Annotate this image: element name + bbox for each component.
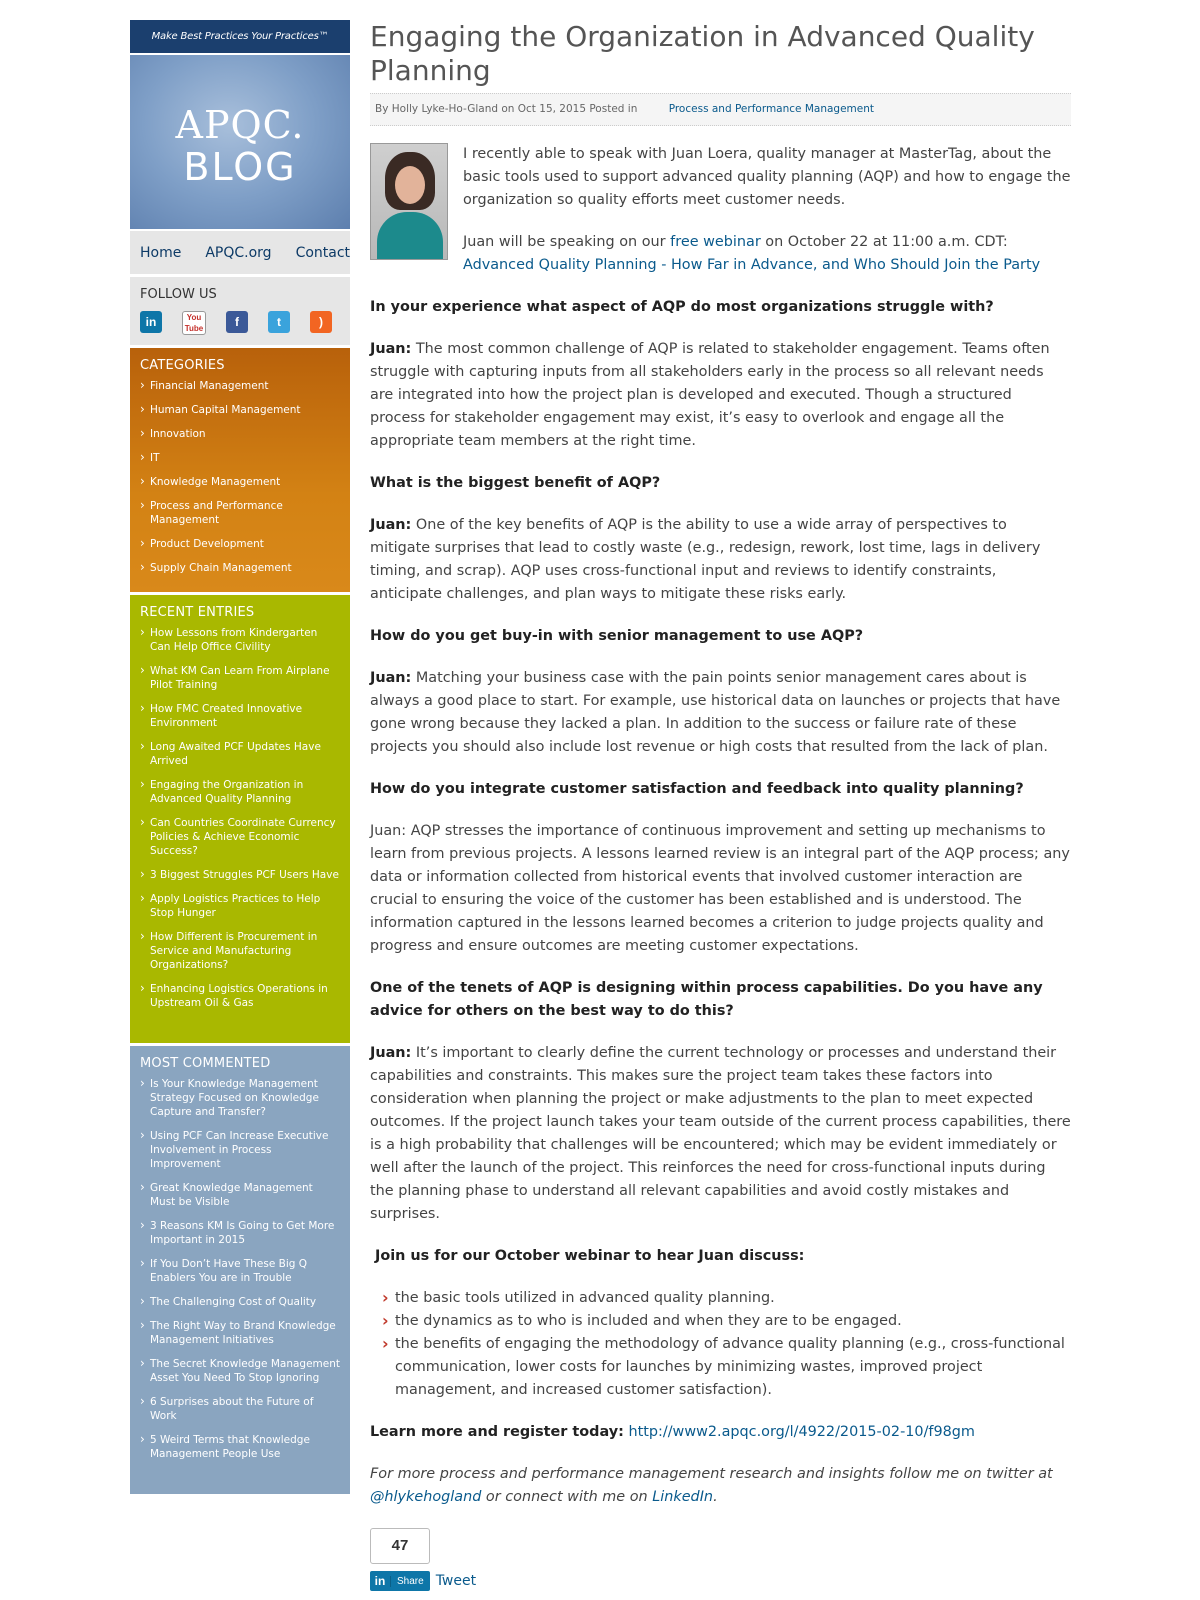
follow-us-title: FOLLOW US [140, 287, 217, 302]
register-paragraph: Learn more and register today: http://www2.apqc.org/l/4922/2015-02-10/f98gm [370, 1424, 975, 1440]
recent-entry-link[interactable]: › What KM Can Learn From Airplane Pilot Training [140, 664, 340, 692]
youtube-icon[interactable]: You Tube [182, 311, 206, 335]
webinar-invite: Join us for our October webinar to hear Juan discuss: [375, 1248, 805, 1264]
most-commented-link[interactable]: › 5 Weird Terms that Knowledge Management People Use [140, 1433, 340, 1461]
linkedin-link[interactable]: LinkedIn [652, 1489, 714, 1505]
question-4: How do you integrate customer satisfaction and feedback into quality planning? [370, 781, 1024, 797]
post-intro [370, 143, 1071, 296]
list-item: › the dynamics as to who is included and when they are to be engaged. [382, 1310, 1071, 1333]
categories-title: CATEGORIES [140, 358, 225, 373]
facebook-icon[interactable]: f [226, 311, 248, 333]
share-label: Share [390, 1576, 430, 1587]
intro-paragraph: I recently able to speak with Juan Loera, quality manager at MasterTag, about the basic tools used to support advanced quality planning (AQP) and how to engage the organization so quality efforts meet customer needs. [463, 146, 1071, 208]
nav-apqc-org-link[interactable]: APQC.org [205, 244, 272, 261]
category-link[interactable]: › Process and Performance Management [140, 499, 340, 527]
follow-us-widget [130, 277, 350, 345]
post-meta [370, 93, 1071, 126]
rss-icon[interactable]: ) [310, 311, 332, 333]
recent-entries-widget [130, 595, 350, 1043]
recent-entry-link[interactable]: › Engaging the Organization in Advanced Quality Planning [140, 778, 340, 806]
logo-blog-text: BLOG [183, 145, 297, 189]
linkedin-share-button[interactable] [370, 1571, 430, 1591]
answer-5: Juan: It’s important to clearly define the current technology or processes and understand their capabilities and constraints. This makes sure the project team takes these factors into consideration when planning the project or make adjustments to the plan to meet expected outcomes. If the project launch takes your team outside of the current process capabilities, there is a high probability that challenges will be encountered; which may be evident immediately or well after the launch of the project. This reinforces the need for cross-functional inputs during the planning phase to understand all relevant capabilities and avoid costly mistakes and surprises. [370, 1045, 1071, 1222]
recent-entry-link[interactable]: › Long Awaited PCF Updates Have Arrived [140, 740, 340, 768]
most-commented-title: MOST COMMENTED [140, 1056, 271, 1071]
category-link[interactable]: › Innovation [140, 427, 340, 441]
answer-1: Juan: The most common challenge of AQP is related to stakeholder engagement. Teams often struggle with capturing inputs from all stakeholders early in the process so all relevant needs are integrated into how the project plan is developed and executed. Though a structured process for stakeholder engagement may exist, it’s easy to overlook and engage all the appropriate team members at the right time. [370, 341, 1050, 449]
webinar-topics-list [370, 1287, 1071, 1402]
recent-entry-link[interactable]: › How FMC Created Innovative Environment [140, 702, 340, 730]
post-byline: By Holly Lyke-Ho-Gland on Oct 15, 2015 Posted in [375, 103, 638, 115]
list-item: › the benefits of engaging the methodology of advance quality planning (e.g., cross-functional communication, lower costs for launches by minimizing wastes, improved project management, and increased customer satisfaction). [382, 1333, 1071, 1402]
answer-3: Juan: Matching your business case with the pain points senior management cares about is always a good place to start. For example, use historical data on launches or projects that have gone wrong because they lacked a plan. In addition to the success or failure rate of these projects you should also include lost revenue or high costs that resulted from the lack of plan. [370, 670, 1061, 755]
question-1: In your experience what aspect of AQP do most organizations struggle with? [370, 299, 994, 315]
post-content [370, 20, 1071, 1591]
top-navigation [130, 231, 350, 274]
linkedin-icon[interactable]: in [140, 311, 162, 333]
recent-entry-link[interactable]: › 3 Biggest Struggles PCF Users Have [140, 868, 340, 882]
post-body [370, 296, 1071, 1509]
twitter-icon[interactable]: t [268, 311, 290, 333]
closing-paragraph: For more process and performance management research and insights follow me on twitter at @hlykehogland or connect with me on LinkedIn. [370, 1466, 1053, 1505]
question-2: What is the biggest benefit of AQP? [370, 475, 661, 491]
share-area [370, 1528, 1071, 1591]
webinar-title-link[interactable]: Advanced Quality Planning - How Far in Advance, and Who Should Join the Party [463, 257, 1041, 273]
social-icons [140, 311, 340, 335]
recent-entry-link[interactable]: › Apply Logistics Practices to Help Stop Hunger [140, 892, 340, 920]
recent-entry-link[interactable]: › Can Countries Coordinate Currency Policies & Achieve Economic Success? [140, 816, 340, 858]
twitter-handle-link[interactable]: @hlykehogland [370, 1489, 482, 1505]
free-webinar-link[interactable]: free webinar [670, 234, 761, 250]
categories-widget [130, 348, 350, 592]
tweet-button[interactable]: Tweet [435, 1573, 477, 1589]
most-commented-link[interactable]: › Using PCF Can Increase Executive Involvement in Process Improvement [140, 1129, 340, 1171]
category-link[interactable]: › Product Development [140, 537, 340, 551]
category-link[interactable]: › Financial Management [140, 379, 340, 393]
sidebar [130, 20, 350, 1494]
most-commented-link[interactable]: › The Right Way to Brand Knowledge Management Initiatives [140, 1319, 340, 1347]
most-commented-link[interactable]: › 3 Reasons KM Is Going to Get More Important in 2015 [140, 1219, 340, 1247]
share-count: 47 [370, 1528, 430, 1564]
nav-contact-link[interactable]: Contact [295, 244, 351, 261]
recent-entry-link[interactable]: › How Different is Procurement in Service and Manufacturing Organizations? [140, 930, 340, 972]
author-photo [370, 143, 448, 260]
most-commented-link[interactable]: › 6 Surprises about the Future of Work [140, 1395, 340, 1423]
logo-apqc-text: APQC. [175, 103, 305, 147]
linkedin-icon: in [374, 1574, 386, 1588]
apqc-blog-logo[interactable] [130, 55, 350, 229]
post-category-link[interactable]: Process and Performance Management [668, 103, 875, 115]
question-3: How do you get buy-in with senior management to use AQP? [370, 628, 864, 644]
register-link[interactable]: http://www2.apqc.org/l/4922/2015-02-10/f98gm [628, 1424, 975, 1440]
most-commented-link[interactable]: › Great Knowledge Management Must be Visible [140, 1181, 340, 1209]
category-link[interactable]: › Human Capital Management [140, 403, 340, 417]
nav-home-link[interactable]: Home [140, 244, 182, 261]
category-link[interactable]: › Supply Chain Management [140, 561, 340, 575]
recent-entry-link[interactable]: › How Lessons from Kindergarten Can Help Office Civility [140, 626, 340, 654]
most-commented-link[interactable]: › The Secret Knowledge Management Asset You Need To Stop Ignoring [140, 1357, 340, 1385]
most-commented-link[interactable]: › If You Don’t Have These Big Q Enablers You are in Trouble [140, 1257, 340, 1285]
site-tagline: Make Best Practices Your Practices™ [130, 20, 350, 53]
category-link[interactable]: › Knowledge Management [140, 475, 340, 489]
recent-entries-title: RECENT ENTRIES [140, 605, 255, 620]
question-5: One of the tenets of AQP is designing within process capabilities. Do you have any advice for others on the best way to do this? [370, 980, 1043, 1019]
answer-4: Juan: AQP stresses the importance of continuous improvement and setting up mechanisms to learn from previous projects. A lessons learned review is an integral part of the AQP process; any data or information collected from historical events that involved customer interaction are crucial to ensuring the voice of the customer has been established and is understood. The information captured in the lessons learned becomes a criterion to judge projects quality and progress and ensure outcomes are meeting customer expectations. [370, 823, 1070, 954]
most-commented-link[interactable]: › The Challenging Cost of Quality [140, 1295, 340, 1309]
webinar-paragraph: Juan will be speaking on our free webinar on October 22 at 11:00 a.m. CDT: Advanced Quality Planning - How Far in Advance, and Who Should Join the Party [463, 234, 1041, 273]
most-commented-link[interactable]: › Is Your Knowledge Management Strategy Focused on Knowledge Capture and Transfer? [140, 1077, 340, 1119]
most-commented-widget [130, 1046, 350, 1494]
answer-2: Juan: One of the key benefits of AQP is the ability to use a wide array of perspectives to mitigate surprises that lead to costly waste (e.g., redesign, rework, lost time, lags in delivery timing, and scrap). AQP uses cross-functional input and reviews to identify constraints, anticipate challenges, and plan ways to mitigate these risks early. [370, 517, 1041, 602]
recent-entry-link[interactable]: › Enhancing Logistics Operations in Upstream Oil & Gas [140, 982, 340, 1010]
list-item: › the basic tools utilized in advanced quality planning. [382, 1287, 1071, 1310]
post-title: Engaging the Organization in Advanced Quality Planning [370, 20, 1035, 87]
category-link[interactable]: › IT [140, 451, 340, 465]
